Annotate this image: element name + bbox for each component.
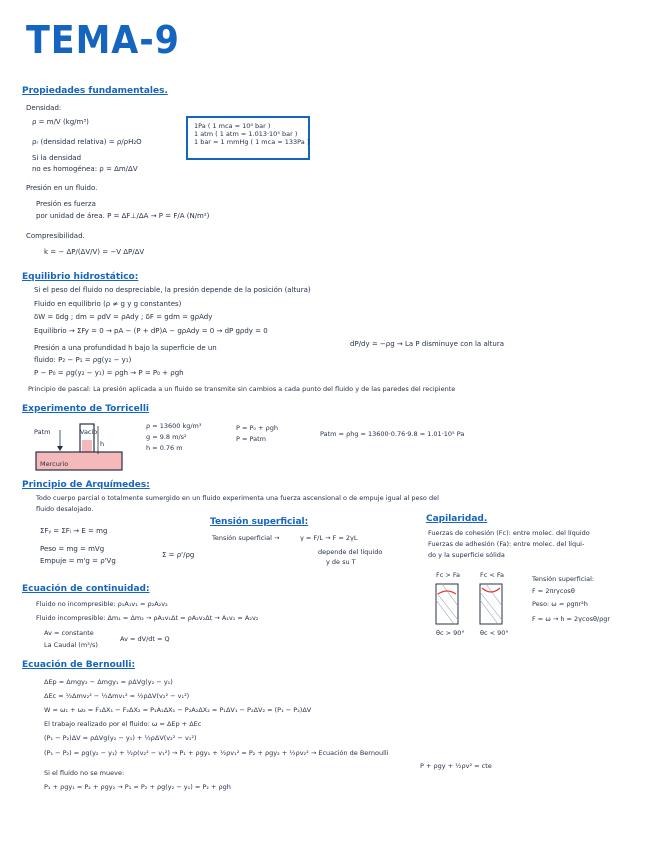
torricelli-param: h = 0.76 m <box>146 444 183 452</box>
h-label: h <box>100 440 105 448</box>
bernoulli-line: P₁ + ρgy₁ = P₂ + ρgy₂ → P₁ = P₂ + ρg(y₂ − y₁) = P₂ + ρgh <box>44 783 231 791</box>
heading-propiedades: Propiedades fundamentales. <box>22 86 168 96</box>
arquimedes-line: ΣFᵧ = ΣFᵢ → E = mg <box>40 527 108 535</box>
capilaridad-line: Fuerzas de adhesión (Fa): entre molec. del líqui- <box>428 540 585 548</box>
densidad-relativa: ρᵣ (densidad relativa) = ρ/ρH₂O <box>32 138 142 146</box>
tube1-bottom-label: θc > 90° <box>436 629 465 637</box>
vacio-label: Vacío <box>80 428 98 436</box>
compresibilidad-label: Compresibilidad. <box>26 232 85 240</box>
capillary-tubes-diagram <box>430 580 520 628</box>
capilaridad-tension: F = ω → h = 2γcosθ/ρgr <box>532 615 611 623</box>
heading-hidrostatico: Equilibrio hidrostático: <box>22 272 139 282</box>
torricelli-param: ρ = 13600 kg/m³ <box>146 422 202 430</box>
continuidad-line: La Caudal (m³/s) <box>44 641 98 649</box>
torricelli-param: g = 9.8 m/s² <box>146 433 187 441</box>
bernoulli-line: El trabajo realizado por el fluido: ω = ΔEp + ΔEc <box>44 720 202 728</box>
bernoulli-line: ΔEp = Δmgy₂ − Δmgy₁ = ρΔVg(y₂ − y₁) <box>44 678 173 686</box>
hidrostatico-line: dP/dy = −ρg → La P disminuye con la altura <box>350 340 505 348</box>
torricelli-eq: P = Patm <box>236 435 266 443</box>
heading-torricelli: Experimento de Torricelli <box>22 404 149 414</box>
densidad-no-homogenea-1: Si la densidad <box>32 154 82 162</box>
tube2-top-label: Fc < Fa <box>480 571 505 579</box>
bernoulli-line: W = ω₁ + ω₂ = F₁ΔX₁ − F₂ΔX₂ = P₁A₁ΔX₁ − P₂A₂ΔX₂ = P₁ΔV₁ − P₂ΔV₂ = (P₁ − P₂)ΔV <box>44 706 312 714</box>
continuidad-line: Fluido incompresible: Δm₁ = Δm₂ → ρA₁v₁Δt = ρA₂v₂Δt → A₁v₁ = A₂v₂ <box>36 614 259 622</box>
hidrostatico-line: Si el peso del fluido no despreciable, la presión depende de la posición (altura) <box>34 286 311 294</box>
bernoulli-final: P + ρgy + ½ρv² = cte <box>420 762 492 770</box>
arquimedes-ratio: Σ = ρ'/ρg <box>162 551 195 559</box>
densidad-formula: ρ = m/V (kg/m³) <box>32 118 89 126</box>
capilaridad-tension: F = 2πrγcosθ <box>532 587 575 595</box>
hidrostatico-line: P − P₀ = ρg(y₂ − y₁) = ρgh → P = P₀ + ρgh <box>34 369 184 377</box>
principio-pascal: Principio de pascal: La presión aplicada a un fluido se transmite sin cambios a cada punto del fluido y de las paredes del recipiente <box>28 385 456 393</box>
bernoulli-line: Si el fluido no se mueve: <box>44 769 125 777</box>
presion-line-2: por unidad de área. P = ΔF⊥/ΔA → P = F/A (N/m²) <box>36 212 210 220</box>
continuidad-line: Av = constante <box>44 629 94 637</box>
heading-capilaridad: Capilaridad. <box>426 514 488 524</box>
bernoulli-line: ΔEc = ½Δmv₂² − ½Δmv₁² = ½ρΔV(v₂² − v₁²) <box>44 692 190 700</box>
presion-line-1: Presión es fuerza <box>36 200 96 208</box>
heading-bernoulli: Ecuación de Bernoulli: <box>22 660 136 670</box>
compresibilidad-formula: k = − ΔP/(ΔV/V) = −V ΔP/ΔV <box>44 248 145 256</box>
arquimedes-line: Todo cuerpo parcial o totalmente sumergido en un fluido experimenta una fuerza ascensional o de empuje igual al peso del <box>36 494 439 502</box>
hidrostatico-line: fluido: P₂ − P₁ = ρg(y₂ − y₁) <box>34 356 132 364</box>
tension-line: y de su T <box>326 558 356 566</box>
tube1-top-label: Fc > Fa <box>436 571 461 579</box>
continuidad-line: Av = dV/dt = Q <box>120 635 170 643</box>
tension-line: γ = F/L → F = 2γL <box>300 534 358 542</box>
heading-arquimedes: Principio de Arquímedes: <box>22 480 150 490</box>
tension-line: Tensión superficial → <box>212 534 280 542</box>
capilaridad-line: do y la superficie sólida <box>428 551 505 559</box>
torricelli-result: Patm = ρhg = 13600·0.76·9.8 = 1.01·10⁵ Pa <box>320 430 465 438</box>
heading-continuidad: Ecuación de continuidad: <box>22 584 150 594</box>
densidad-no-homogenea-2: no es homogénea: ρ = Δm/ΔV <box>32 165 138 173</box>
hidrostatico-line: δW = δdg ; dm = ρdV = ρAdy ; δF = gdm = gρAdy <box>34 313 213 321</box>
hidrostatico-line: Equilibrio → ΣFy = 0 → pA − (P + dP)A − gρAdy = 0 → dP gρdy = 0 <box>34 327 268 335</box>
bernoulli-line: (P₁ − P₂) = ρg(y₂ − y₁) + ½ρ(v₂² − v₁²) → P₁ + ρgy₁ + ½ρv₁² = P₂ + ρgy₂ + ½ρv₂² → Ecuación de Bernoulli <box>44 749 389 757</box>
torricelli-eq: P = P₀ + ρgh <box>236 424 278 432</box>
continuidad-line: Fluido no incompresible: ρ₁A₁v₁ = ρ₂A₂v₂ <box>36 600 168 608</box>
patm-label: Patm <box>34 428 51 436</box>
tube2-bottom-label: θc < 90° <box>480 629 509 637</box>
densidad-label: Densidad: <box>26 104 62 112</box>
heading-tension: Tensión superficial: <box>210 517 309 527</box>
capilaridad-line: Fuerzas de cohesión (Fc): entre molec. del líquido <box>428 529 590 537</box>
arquimedes-line: Empuje = m'g = ρ'Vg <box>40 557 116 565</box>
tension-line: depende del líquido <box>318 548 383 556</box>
page-title: TEMA-9 <box>26 18 180 62</box>
units-line: 1 atm ( 1 atm = 1.013·10⁵ bar ) <box>194 130 298 138</box>
units-box <box>186 116 310 160</box>
arquimedes-line: fluido desalojado. <box>36 505 94 513</box>
units-line: 1Pa ( 1 mca = 10⁴ bar ) <box>194 122 271 130</box>
mercurio-label: Mercurio <box>40 460 69 468</box>
presion-label: Presión en un fluido. <box>26 184 98 192</box>
units-line: 1 bar = 1 mmHg ( 1 mca = 133Pa ) <box>194 138 310 146</box>
capilaridad-tension: Tensión superficial: <box>532 575 595 583</box>
capilaridad-tension: Peso: ω = ρgπr²h <box>532 600 588 608</box>
arquimedes-line: Peso = mg = mVg <box>40 545 105 553</box>
hidrostatico-line: Fluido en equilibrio (ρ ≠ g y g constantes) <box>34 300 182 308</box>
bernoulli-line: (P₁ − P₂)ΔV = ρΔVg(y₂ − y₁) + ½ρΔV(v₂² − v₁²) <box>44 734 197 742</box>
hidrostatico-line: Presión a una profundidad h bajo la superficie de un <box>34 344 217 352</box>
